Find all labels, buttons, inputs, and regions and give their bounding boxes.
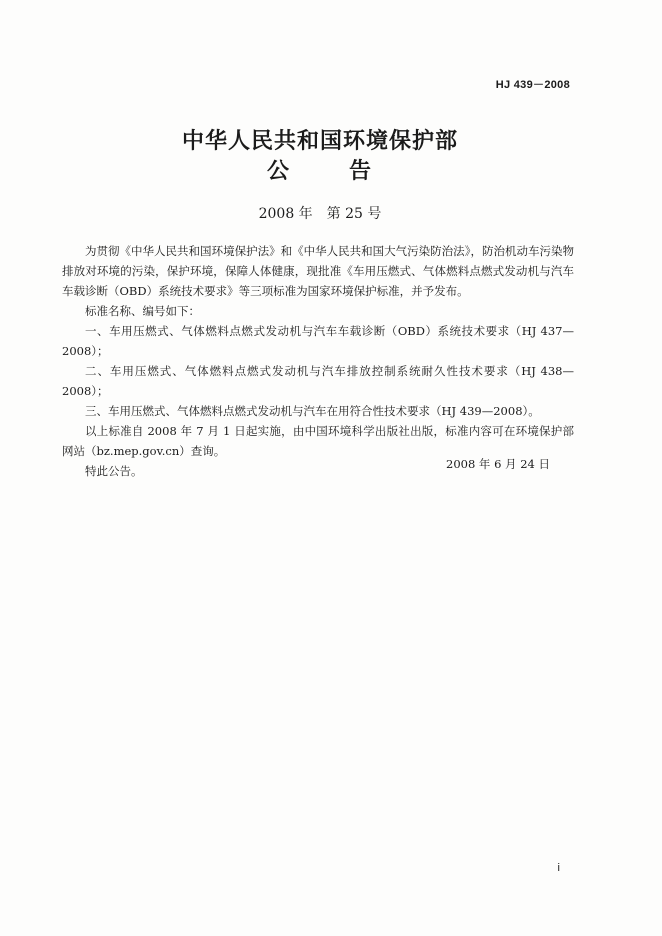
page-number: i (557, 862, 560, 874)
page-title: 中华人民共和国环境保护部 (181, 128, 458, 154)
paragraph-standard-2: 二、车用压燃式、气体燃料点燃式发动机与汽车排放控制系统耐久性技术要求（HJ 438—2008）； (62, 364, 574, 398)
subtitle-char-1: 公 (266, 158, 291, 184)
paragraph-standards-heading: 标准名称、编号如下： (85, 304, 200, 318)
announcement-body (62, 241, 574, 481)
subtitle-char-2: 告 (349, 158, 374, 184)
paragraph-closing: 特此公告。 (85, 464, 143, 478)
issue-number: 2008 年 第 25 号 (258, 206, 382, 222)
page-subtitle (0, 154, 640, 185)
paragraph-standard-1: 一、车用压燃式、气体燃料点燃式发动机与汽车车载诊断（OBD）系统技术要求（HJ 437—2008）； (62, 324, 574, 358)
doc-code: HJ 439－2008 (495, 79, 570, 91)
announcement-date: 2008 年 6 月 24 日 (446, 457, 550, 471)
paragraph-standard-3: 三、车用压燃式、气体燃料点燃式发动机与汽车在用符合性技术要求（HJ 439—2008）。 (85, 404, 540, 418)
paragraph-implementation: 以上标准自 2008 年 7 月 1 日起实施，由中国环境科学出版社出版，标准内容可在环境保护部网站（bz.mep.gov.cn）查询。 (62, 424, 574, 458)
paragraph-intro: 为贯彻《中华人民共和国环境保护法》和《中华人民共和国大气污染防治法》，防治机动车污染物排放对环境的污染，保护环境，保障人体健康，现批准《车用压燃式、气体燃料点燃式发动机与汽车车载诊断（OBD）系统技术要求》等三项标准为国家环境保护标准，并予发布。 (62, 244, 574, 298)
